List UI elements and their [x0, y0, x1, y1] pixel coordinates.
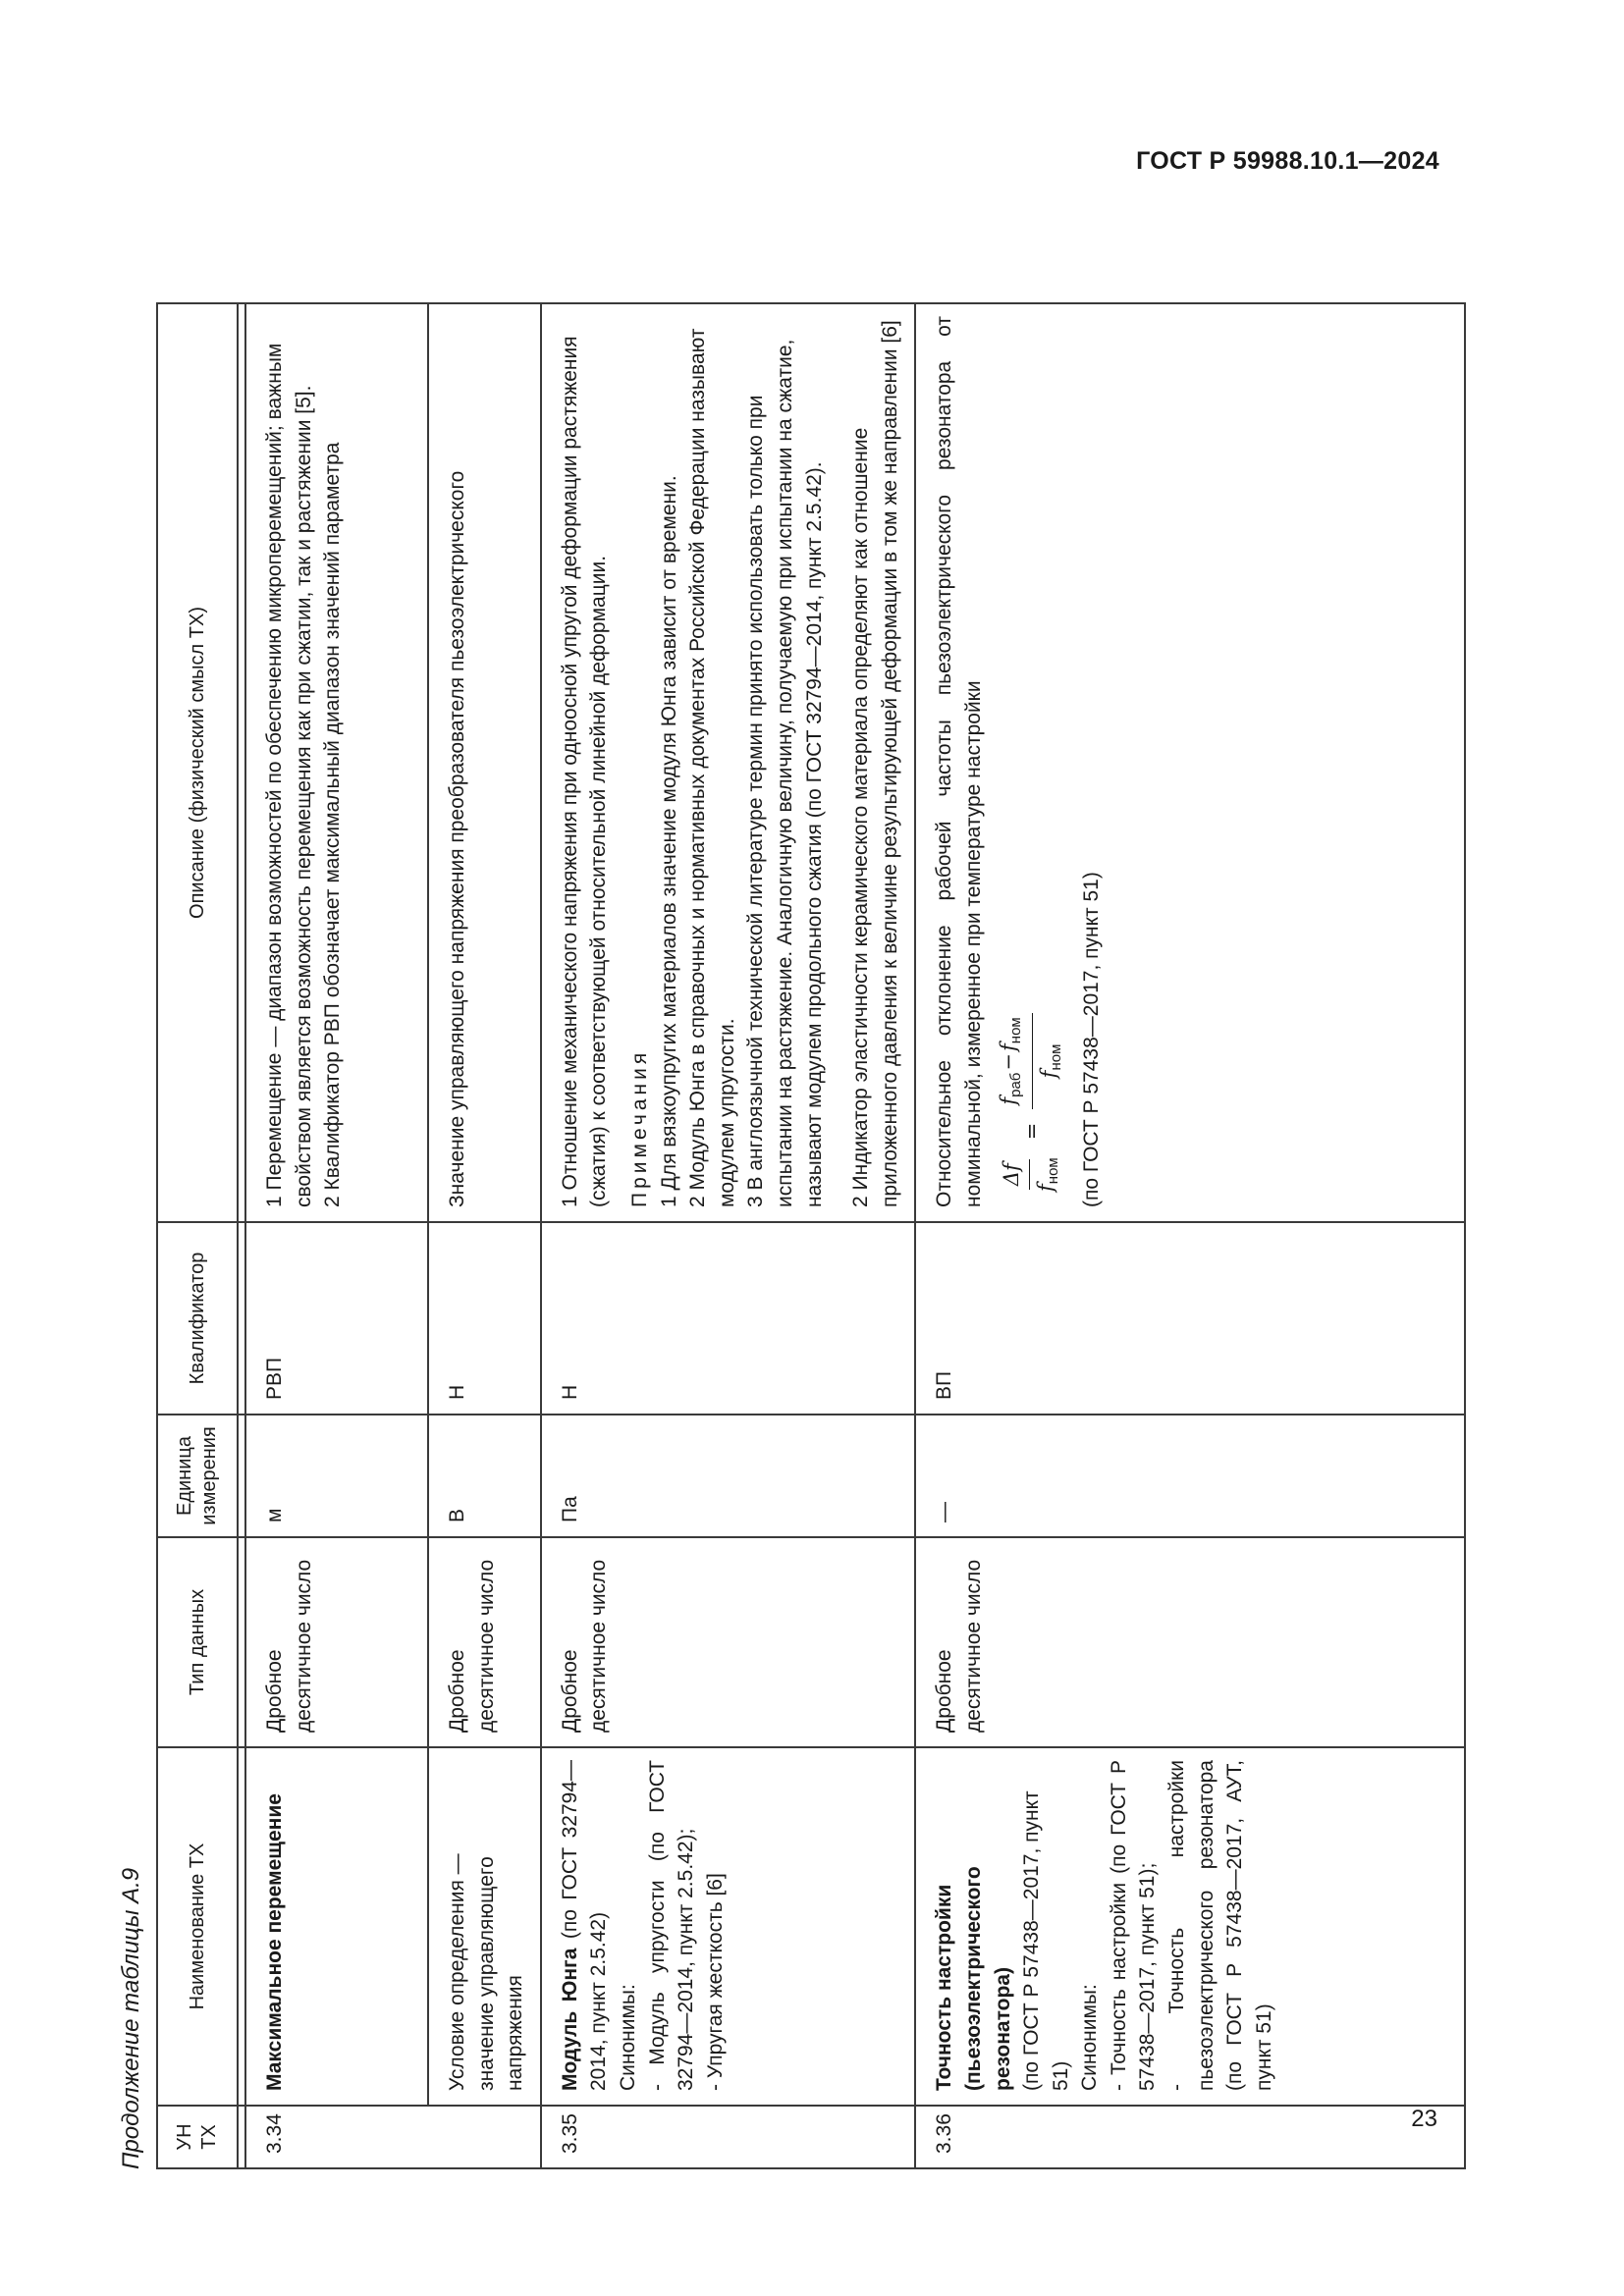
- name-bold: Модуль Юнга: [558, 1948, 581, 2091]
- tuning-accuracy-formula: [995, 316, 1072, 1203]
- cell-unit: Па: [541, 1415, 916, 1537]
- name-reference: (по ГОСТ Р 57438—2017, пункт 51): [1020, 1790, 1072, 2091]
- synonyms-title: Синонимы:: [616, 1984, 639, 2091]
- synonym-item: - Точность настройки (по ГОСТ Р 57438—2017, пункт 51);: [1107, 1760, 1160, 2091]
- formula-delta-f: Δf: [998, 1159, 1030, 1190]
- name-reference: (по ГОСТ 32794—2014, пункт 2.5.42): [558, 1760, 611, 2091]
- formula-f-nominal: $f_{ном}$: [1033, 1157, 1061, 1192]
- cell-name: [915, 1747, 1465, 2106]
- cell-type: Дробное десятичное число: [245, 1537, 428, 1747]
- desc-paragraph: 2 Индикатор эластичности керамического материала определяют как отношение приложенного давления к величине результирующей деформации в том же направлении [6]: [849, 320, 901, 1207]
- name-paragraph: [556, 1760, 614, 2091]
- cell-qualifier: ВП: [915, 1222, 1465, 1415]
- cell-type: Дробное десятичное число: [541, 1537, 916, 1747]
- name-bold: Максимальное перемещение: [263, 1793, 286, 2091]
- col-header-type: Тип данных: [157, 1537, 238, 1747]
- table-row: [428, 303, 541, 2168]
- desc-paragraph: 1 Перемещение — диапазон возможностей по обеспечению микроперемещений; важным свойством является возможность перемещения как при сжатии, так и растяжении [5].: [263, 343, 315, 1207]
- cell-id: 3.36: [915, 2106, 1465, 2168]
- table-continuation-caption: Продолжение таблицы А.9: [118, 1867, 144, 2169]
- formula-difference: $f_{раб}-f_{ном}$: [995, 1013, 1034, 1108]
- table-row: [245, 303, 428, 2168]
- notes-title: Примечания: [627, 1048, 651, 1207]
- col-header-name: Наименование ТХ: [157, 1747, 238, 2106]
- note-item: 3 В англоязычной технической литературе термин принято использовать только при испытании на растяжение. Аналогичную величину, получаемую при испытании на сжатие, называют модулем продольного сжатия (по ГОСТ 32794—2014, пункт 2.5.42).: [744, 339, 826, 1207]
- col-header-unit: Единица измерения: [157, 1415, 238, 1537]
- name-paragraph: [930, 1760, 1017, 2091]
- cell-unit: м: [245, 1415, 428, 1537]
- page-number: 23: [1411, 2106, 1437, 2132]
- desc-paragraph: 1 Отношение механического напряжения при одноосной упругой деформации растяжения (сжатия) к соответствующей относительной линейной деформации.: [558, 336, 611, 1207]
- desc-reference: (по ГОСТ Р 57438—2017, пункт 51): [1080, 872, 1104, 1207]
- desc-paragraph: Относительное отклонение рабочей частоты пьезоэлектрического резонатора от номинальной, измеренное при температуре настройки: [933, 316, 985, 1207]
- col-header-qualifier: Квалификатор: [157, 1222, 238, 1415]
- cell-type: Дробное десятичное число: [428, 1537, 541, 1747]
- synonym-item: - Модуль упругости (по ГОСТ 32794—2014, пункт 2.5.42);: [645, 1760, 698, 2091]
- col-header-description: Описание (физический смысл ТХ): [157, 303, 238, 1222]
- cell-unit: —: [915, 1415, 1465, 1537]
- cell-description: [915, 303, 1465, 1222]
- table-header-row: [157, 303, 238, 2168]
- formula-right-fraction: [995, 1013, 1072, 1108]
- col-header-id: УН ТХ: [157, 2106, 238, 2168]
- cell-qualifier: Н: [541, 1222, 916, 1415]
- desc-paragraph: 2 Квалификатор РВП обозначает максимальный диапазон значений параметра: [321, 442, 345, 1207]
- cell-name: [245, 1747, 428, 2106]
- cell-name: Условие определения — значение управляющего напряжения: [428, 1747, 541, 2106]
- name-bold: Точность настройки (пьезоэлектрического резонатора): [933, 1866, 1014, 2091]
- cell-id: 3.35: [541, 2106, 916, 2168]
- characteristics-table: [156, 302, 1466, 2169]
- cell-qualifier: РВП: [245, 1222, 428, 1415]
- note-item: 2 Модуль Юнга в справочных и нормативных документах Российской Федерации называют модулем упругости.: [686, 328, 738, 1207]
- document-code: ГОСТ Р 59988.10.1—2024: [1136, 147, 1439, 175]
- cell-description: Значение управляющего напряжения преобразователя пьезоэлектрического: [428, 303, 541, 1222]
- table-row: [541, 303, 916, 2168]
- cell-type: Дробное десятичное число: [915, 1537, 1465, 1747]
- cell-description: [245, 303, 428, 1222]
- cell-description: [541, 303, 916, 1222]
- cell-id: 3.34: [245, 2106, 541, 2168]
- formula-left-fraction: [998, 1153, 1067, 1196]
- cell-unit: В: [428, 1415, 541, 1537]
- rotated-table-block: [113, 304, 1375, 2169]
- synonym-item: - Точность настройки пьезоэлектрического резонатора (по ГОСТ Р 57438—2017, АУТ, пункт 51): [1165, 1760, 1275, 2091]
- table-row: [915, 303, 1465, 2168]
- synonyms-title: Синонимы:: [1078, 1984, 1102, 2091]
- cell-qualifier: Н: [428, 1222, 541, 1415]
- formula-f-nominal: $f_{ном}$: [1037, 1043, 1065, 1079]
- header-separator-row: [238, 303, 245, 2168]
- synonym-item: - Упругая жесткость [6]: [703, 1873, 727, 2091]
- note-item: 1 Для вязкоупругих материалов значение модуля Юнга зависит от времени.: [657, 475, 680, 1207]
- formula-equals: =: [1019, 1122, 1044, 1141]
- cell-name: [541, 1747, 916, 2106]
